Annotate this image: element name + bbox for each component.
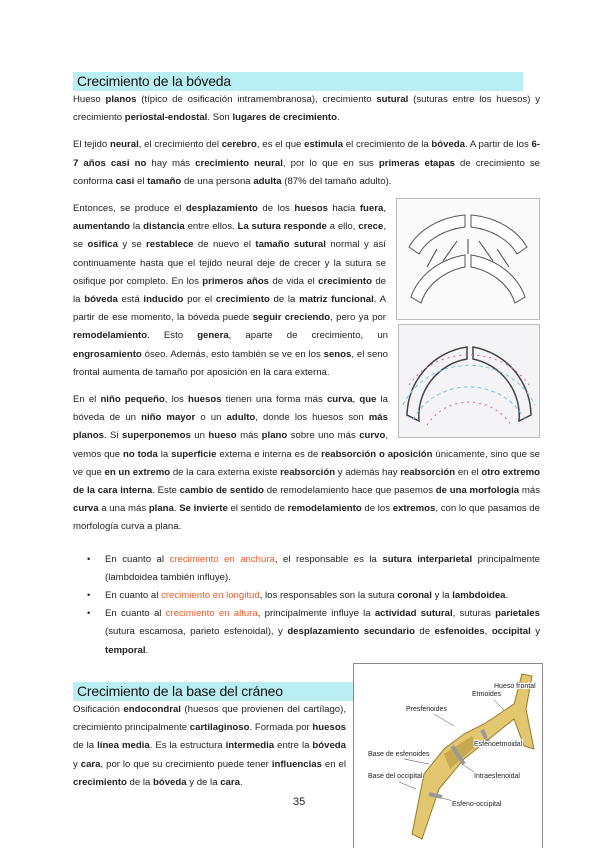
bold-text: superficie bbox=[171, 448, 217, 460]
text: externa e interna es de bbox=[216, 448, 322, 460]
bold-text: cambio de sentido bbox=[179, 485, 265, 497]
text: , el responsable es la bbox=[274, 553, 383, 565]
bold-text: desplazamiento bbox=[185, 203, 258, 215]
bold-text: huesos bbox=[294, 203, 328, 215]
bold-text: periostal-endostal bbox=[124, 112, 208, 124]
text: un bbox=[190, 430, 209, 442]
bold-text: niño pequeño bbox=[100, 394, 165, 406]
bold-text: línea media bbox=[97, 740, 150, 752]
bold-text: más planos bbox=[73, 412, 388, 442]
paragraph bbox=[73, 91, 540, 127]
label-etmoides: Etmoides bbox=[472, 691, 502, 698]
text: óseo. Además, esto también se ve en los bbox=[141, 348, 324, 360]
bold-text: reabsorción bbox=[280, 466, 336, 478]
text: la bóveda de un bbox=[73, 394, 388, 424]
highlight-text: crecimiento en anchura bbox=[169, 553, 275, 565]
vault-sutures-figure bbox=[396, 198, 540, 320]
bold-text: restablece bbox=[146, 239, 194, 251]
bold-text: lambdoidea bbox=[452, 590, 506, 602]
text: En cuanto al bbox=[105, 553, 170, 565]
bullet-item bbox=[105, 587, 540, 605]
text: . bbox=[336, 112, 340, 124]
text: (87% del tamaño adulto). bbox=[281, 175, 392, 187]
bold-text: occipital bbox=[491, 626, 531, 638]
bold-text: planos bbox=[105, 94, 137, 105]
bold-text: otro extremo de la cara interna bbox=[73, 466, 541, 497]
text: de vida el bbox=[269, 275, 319, 287]
bold-text: sutura interparietal bbox=[382, 553, 473, 565]
text: El tejido bbox=[73, 139, 110, 151]
bold-text: tamaño sutural bbox=[255, 239, 326, 251]
bold-text: desplazamiento secundario bbox=[287, 626, 415, 638]
bold-text: huesos bbox=[312, 722, 347, 734]
text: , por lo que en sus bbox=[282, 157, 379, 169]
text: y bbox=[73, 758, 81, 770]
bold-text: sutural bbox=[376, 94, 409, 105]
text: , vemos que bbox=[73, 430, 388, 460]
label-base-esfenoides: Base de esfenoides bbox=[368, 751, 430, 758]
bold-text: casi bbox=[115, 175, 135, 187]
bold-text: 6-7 años casi no bbox=[73, 139, 541, 169]
bold-text: lugares de crecimiento bbox=[232, 112, 337, 124]
text: de crecimiento se conforma bbox=[73, 157, 540, 187]
text: , es el que bbox=[256, 139, 305, 151]
text: entre la bbox=[274, 740, 313, 752]
label-intraesfenoidal: Intraesfenoidal bbox=[474, 773, 520, 780]
text: . bbox=[239, 776, 243, 788]
bold-text: parietales bbox=[495, 608, 540, 620]
bold-text: esfenoides bbox=[434, 626, 485, 638]
bold-text: superponemos bbox=[122, 430, 191, 442]
text: de la bbox=[73, 740, 98, 752]
text: . A partir de los bbox=[465, 139, 532, 151]
bold-text: Se invierte bbox=[179, 503, 228, 515]
bold-text: extremos bbox=[392, 503, 436, 515]
bold-text: plano bbox=[261, 430, 288, 442]
text: . Son bbox=[207, 112, 233, 124]
label-base-occipital: Base del occipital bbox=[368, 773, 423, 780]
text: la bbox=[130, 221, 144, 233]
text: . Si bbox=[103, 430, 123, 442]
bold-text: osifica bbox=[87, 239, 118, 251]
bold-text: engrosamiento bbox=[73, 348, 142, 360]
bold-text: crecimiento bbox=[73, 776, 127, 788]
text: o un bbox=[195, 412, 227, 424]
text: en el bbox=[455, 466, 482, 478]
text: en el bbox=[321, 758, 346, 770]
text: más bbox=[519, 485, 540, 497]
text: de los bbox=[257, 203, 295, 215]
text: tienen una forma más bbox=[221, 394, 327, 406]
text: entre ellos. bbox=[184, 221, 238, 233]
text: , el crecimiento del bbox=[138, 139, 222, 151]
bold-text: cara bbox=[80, 758, 101, 770]
text: de los bbox=[361, 503, 393, 515]
label-esfeno-occipital: Esfeno-occipital bbox=[452, 801, 502, 808]
text: (huesos que provienen del cartílago), crecimiento principalmente bbox=[73, 703, 347, 734]
bold-text: reabsorción o aposición bbox=[321, 448, 433, 460]
text: (sutura escamosa, parieto esfenoidal), y bbox=[105, 626, 288, 638]
text: a una más bbox=[98, 503, 149, 515]
bold-text: endocondral bbox=[123, 703, 181, 715]
bold-text: cartilaginoso bbox=[189, 722, 250, 734]
text: por el bbox=[183, 294, 216, 306]
bold-text: curva bbox=[73, 503, 99, 515]
text: , bbox=[484, 626, 492, 638]
bold-text: crecimiento bbox=[215, 294, 270, 306]
text: más bbox=[236, 430, 262, 442]
text: (típico de osificación intramembranosa), crecimiento bbox=[136, 94, 377, 105]
text: , donde los huesos son bbox=[255, 412, 369, 424]
text: . Esto bbox=[147, 330, 198, 342]
text: únicamente, sino que se ve que bbox=[73, 448, 540, 478]
text: sobre uno más bbox=[287, 430, 360, 442]
text: principalmente (lambdoidea también influye). bbox=[105, 553, 540, 583]
text: , los responsables son la sutura bbox=[259, 590, 398, 602]
text: En el bbox=[73, 394, 101, 406]
bold-text: La sutura responde bbox=[237, 221, 327, 233]
text: , bbox=[383, 203, 386, 215]
text: y la bbox=[431, 590, 453, 602]
text: , por lo que su crecimiento puede tener bbox=[100, 758, 272, 770]
text: de la bbox=[269, 294, 300, 306]
bold-text: curvo bbox=[359, 430, 386, 442]
bold-text: huesos bbox=[187, 394, 222, 406]
section-heading-boveda: Crecimiento de la bóveda bbox=[73, 72, 523, 91]
bold-text: en un extremo bbox=[104, 466, 171, 478]
section-heading-base-craneo: Crecimiento de la base del cráneo bbox=[73, 682, 523, 701]
text: y además hay bbox=[335, 466, 401, 478]
bold-text: crece bbox=[358, 221, 384, 233]
text: . Es la estructura bbox=[149, 740, 226, 752]
text: de la bbox=[73, 275, 386, 306]
text: Entonces, se produce el bbox=[73, 203, 186, 215]
bold-text: fuera bbox=[359, 203, 384, 215]
bold-text: primeras etapas bbox=[378, 157, 455, 169]
bold-text: influencias bbox=[271, 758, 322, 770]
bold-text: matriz funcional bbox=[299, 294, 374, 306]
bold-text: bóveda bbox=[153, 776, 187, 788]
bold-text: estimula bbox=[304, 139, 344, 151]
highlight-text: crecimiento en longitud bbox=[161, 590, 260, 602]
bold-text: tamaño bbox=[147, 175, 182, 187]
text: En cuanto al bbox=[105, 590, 162, 602]
text: y se bbox=[117, 239, 147, 251]
text: de la bbox=[126, 776, 153, 788]
bold-text: adulta bbox=[253, 175, 282, 187]
highlight-text: crecimiento en altura bbox=[165, 608, 258, 620]
bold-text: bóveda bbox=[312, 740, 346, 752]
bold-text: distancia bbox=[143, 221, 185, 233]
bold-text: crecimiento bbox=[318, 275, 372, 287]
text: de bbox=[414, 626, 435, 638]
bold-text: crecimiento neural bbox=[195, 157, 283, 169]
bold-text: remodelamiento bbox=[287, 503, 362, 515]
bold-text: de una morfología bbox=[435, 485, 520, 497]
text: hacia bbox=[327, 203, 360, 215]
bold-text: curva bbox=[326, 394, 353, 406]
bullet-item bbox=[105, 551, 540, 587]
text: , bbox=[352, 394, 360, 406]
text: . bbox=[505, 590, 509, 602]
text: de nuevo el bbox=[193, 239, 256, 251]
text: de la cara externa existe bbox=[170, 466, 281, 478]
bold-text: seguir creciendo bbox=[252, 312, 331, 324]
text: , el seno frontal aumenta de tamaño por aposición en la cara externa. bbox=[73, 348, 388, 378]
text: , se bbox=[73, 221, 386, 251]
text: de una persona bbox=[181, 175, 254, 187]
text: , principalmente influye la bbox=[257, 608, 375, 620]
bone-remodeling-figure bbox=[398, 324, 540, 438]
bold-text: remodelamiento bbox=[73, 330, 148, 342]
bold-text: hueso bbox=[208, 430, 237, 442]
bold-text: niño mayor bbox=[141, 412, 196, 424]
bold-text: que bbox=[359, 394, 377, 406]
page-number: 35 bbox=[293, 796, 306, 808]
skull-base-figure bbox=[353, 663, 543, 848]
bold-text: reabsorción bbox=[400, 466, 456, 478]
bold-text: bóveda bbox=[431, 139, 465, 151]
bold-text: aumentando bbox=[73, 221, 131, 233]
bullet-item bbox=[105, 605, 540, 660]
bold-text: senos bbox=[323, 348, 352, 360]
text: de remodelamiento hace que pasemos bbox=[264, 485, 436, 497]
text: normal y así continuamente hasta que el tejido neural deje de crecer y la sutura se osifique por completo. En los bbox=[73, 239, 386, 287]
paragraph bbox=[73, 136, 540, 191]
bold-text: inducido bbox=[143, 294, 184, 306]
bold-text: intermedia bbox=[225, 740, 275, 752]
text: . Formada por bbox=[249, 722, 313, 734]
text: (suturas entre los huesos) y crecimiento bbox=[73, 94, 540, 124]
bold-text: cerebro bbox=[221, 139, 257, 151]
bold-text: coronal bbox=[397, 590, 432, 602]
text: el sentido de bbox=[227, 503, 288, 515]
growth-bullet-list bbox=[73, 551, 540, 660]
text: , aparte de crecimiento, un bbox=[228, 330, 388, 342]
text: hay más bbox=[146, 157, 196, 169]
bold-text: neural bbox=[109, 139, 139, 151]
text: . bbox=[145, 644, 149, 656]
text: . bbox=[173, 503, 180, 515]
text: , suturas bbox=[452, 608, 496, 620]
text: y bbox=[530, 626, 540, 638]
text: la bbox=[157, 448, 172, 460]
bold-text: primeros años bbox=[202, 275, 270, 287]
label-esfenoetmoidal: Esfenoetmoidal bbox=[474, 741, 523, 748]
bold-text: cara bbox=[220, 776, 240, 788]
label-hueso-frontal: Hueso frontal bbox=[494, 683, 536, 690]
text: En cuanto al bbox=[105, 608, 166, 620]
text: Hueso bbox=[73, 94, 106, 105]
label-presfenoides: Presfenoides bbox=[406, 706, 447, 713]
text: a ello, bbox=[326, 221, 359, 233]
text: . Este bbox=[152, 485, 180, 497]
bold-text: adulto bbox=[226, 412, 256, 424]
text: , con lo que pasamos de morfología curva a plana. bbox=[73, 503, 540, 533]
text: está bbox=[117, 294, 144, 306]
text: y de la bbox=[186, 776, 221, 788]
text: , los bbox=[164, 394, 188, 406]
bold-text: plana bbox=[148, 503, 174, 515]
text: . A partir de ese momento, la bóveda puede bbox=[73, 294, 387, 324]
bold-text: temporal bbox=[105, 644, 146, 656]
bold-text: bóveda bbox=[84, 294, 118, 306]
bold-text: no toda bbox=[123, 448, 158, 460]
text: Osificación bbox=[73, 703, 124, 715]
bold-text: actividad sutural bbox=[374, 608, 453, 620]
text: el crecimiento de la bbox=[343, 139, 432, 151]
paragraph bbox=[73, 701, 346, 792]
text: el bbox=[134, 175, 148, 187]
text: , pero ya por bbox=[330, 312, 386, 324]
bold-text: genera bbox=[197, 330, 229, 342]
